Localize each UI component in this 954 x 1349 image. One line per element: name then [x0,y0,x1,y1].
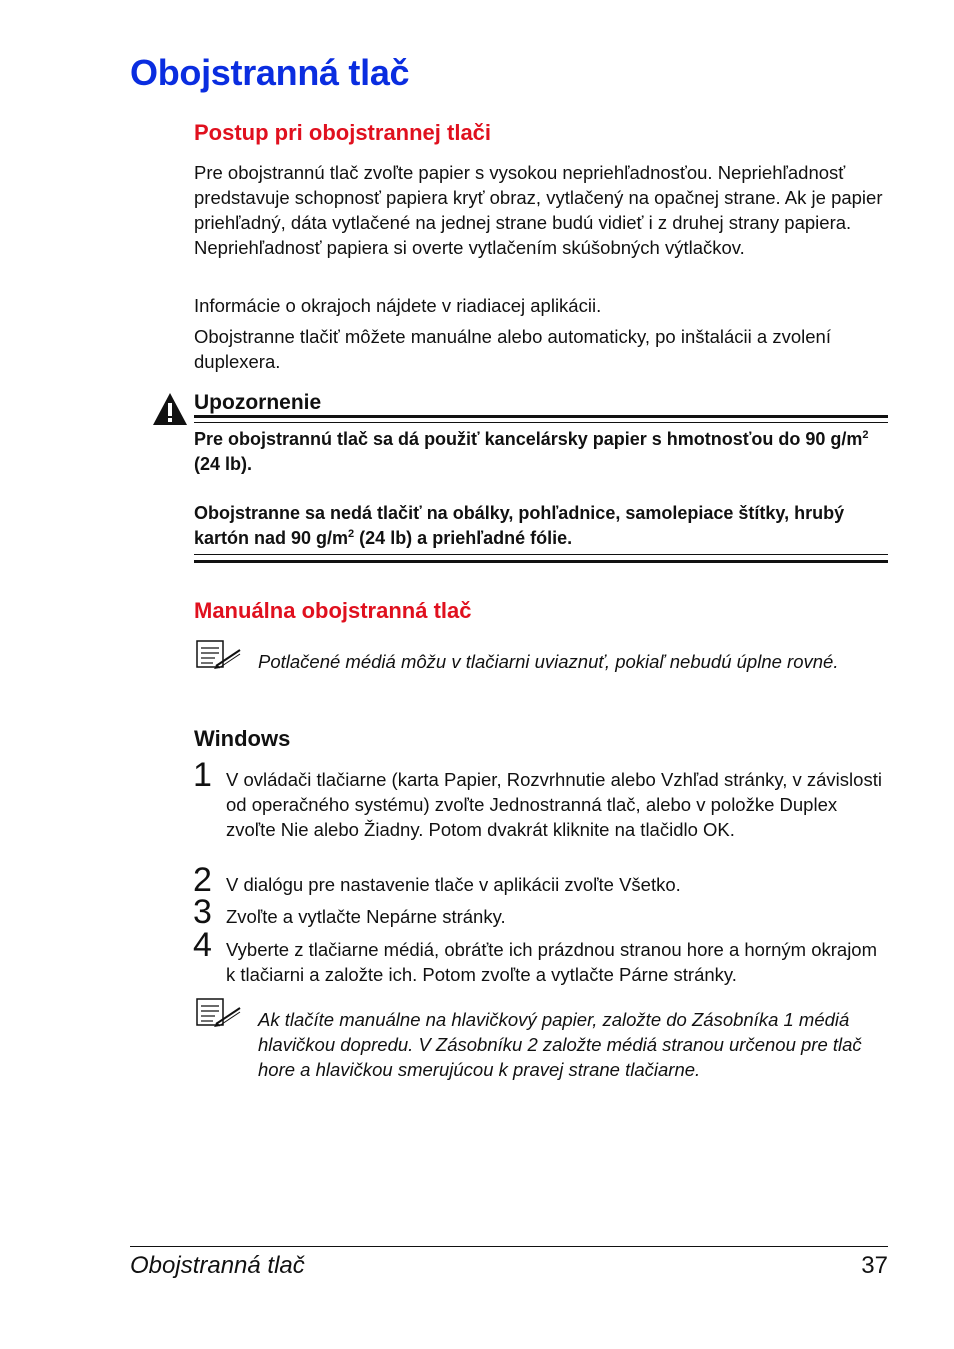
step-number: 3 [193,893,212,931]
paragraph-duplex-modes: Obojstranne tlačiť môžete manuálne alebo automaticky, po inštalácii a zvolení duplexera. [194,326,831,372]
page-number: 37 [861,1252,888,1279]
page-title: Obojstranná tlač [130,52,410,93]
step-number: 1 [193,756,212,794]
warning-top-rule-thin [194,422,888,423]
warning-text-unsupported-media: Obojstranne sa nedá tlačiť na obálky, pohľadnice, samolepiace štítky, hrubý kartón nad 90 $g/m^2$ (24 lb) a priehľadné fólie. [194,503,845,548]
paragraph-margins: Informácie o okrajoch nájdete v riadiacej aplikácii. [194,295,602,316]
section-heading-duplex-procedure: Postup pri obojstrannej tlači [194,120,492,145]
warning-triangle-icon [152,392,188,426]
footer-rule [130,1246,888,1247]
step-text: Zvoľte a vytlačte Nepárne stránky. [226,906,506,927]
step-number: 2 [193,861,212,899]
warning-bottom-rule [194,560,888,563]
warning-text-paper-weight: Pre obojstrannú tlač sa dá použiť kancelársky papier s hmotnosťou do 90 $g/m^2$ (24 lb). [194,429,869,474]
subheading-windows: Windows [194,726,291,751]
warning-bottom-rule-thin [194,554,888,555]
warning-title: Upozornenie [194,391,322,414]
note-pencil-icon [196,640,242,670]
note-flat-media: Potlačené médiá môžu v tlačiarni uviaznuť, pokiaľ nebudú úplne rovné. [258,651,839,672]
footer-title: Obojstranná tlač [130,1252,305,1279]
note-pencil-icon [196,998,242,1028]
warning-top-rule [194,415,888,418]
section-heading-manual-duplex: Manuálna obojstranná tlač [194,598,472,623]
paragraph-opacity: Pre obojstrannú tlač zvoľte papier s vysokou nepriehľadnosťou. Nepriehľadnosť predstavuje schopnosť papiera kryť obraz, vytlačený na opačnej strane. Ak je papier priehľadný, dáta vytlačené na jednej strane budú vidieť i z druhej strany papiera. Nepriehľadnosť papiera si overte vytlačením skúšobných výtlačkov. [194,162,883,258]
step-text: Vyberte z tlačiarne médiá, obráťte ich prázdnou stranou hore a horným okrajom k tlačiarni a založte ich. Potom zvoľte a vytlačte Párne stránky. [226,939,878,985]
step-text: V dialógu pre nastavenie tlače v aplikácii zvoľte Všetko. [226,874,681,895]
note-letterhead: Ak tlačíte manuálne na hlavičkový papier, založte do Zásobníka 1 médiá hlavičkou dopredu. V Zásobníku 2 založte médiá stranou určenou pre tlač hore a hlavičkou smerujúcou k pravej strane tlačiarne. [258,1009,862,1080]
step-number: 4 [193,926,212,964]
step-text: V ovládači tlačiarne (karta Papier, Rozvrhnutie alebo Vzhľad stránky, v závislosti od operačného systému) zvoľte Jednostranná tlač, alebo v položke Duplex zvoľte Nie alebo Žiadny. Potom dvakrát kliknite na tlačidlo OK. [226,769,882,840]
